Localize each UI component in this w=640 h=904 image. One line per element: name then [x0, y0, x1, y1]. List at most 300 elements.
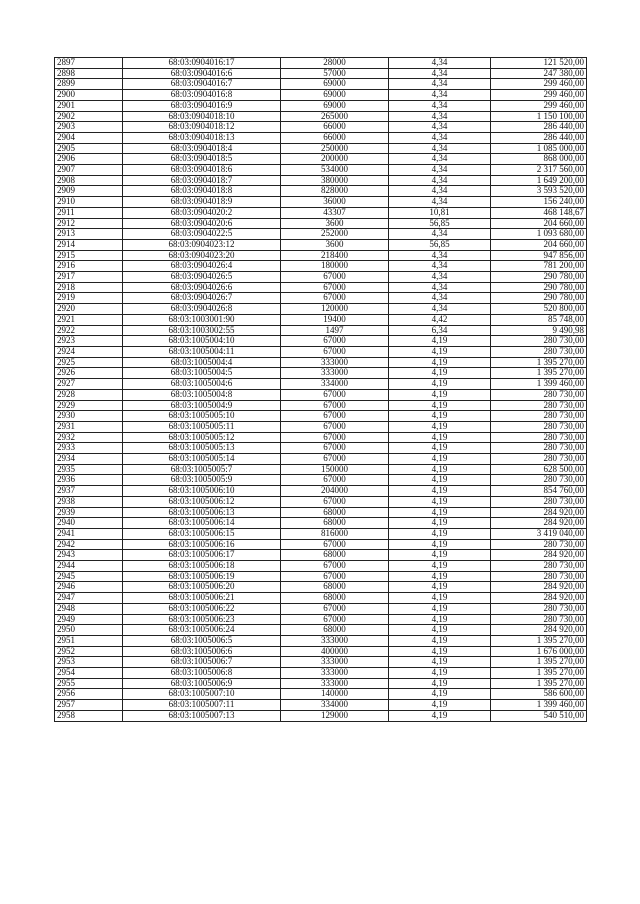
- table-row: [55, 261, 587, 272]
- cadastral-number-cell: 68:03:1005006:14: [123, 518, 281, 529]
- area-cell: 36000: [281, 197, 389, 208]
- rate-cell: 4,19: [389, 550, 491, 561]
- row-number-cell: 2911: [55, 207, 123, 218]
- cadastral-number-cell: 68:03:1005006:19: [123, 571, 281, 582]
- cadastral-number-cell: 68:03:1005006:18: [123, 561, 281, 572]
- area-cell: 67000: [281, 421, 389, 432]
- cadastral-number-cell: 68:03:1005007:11: [123, 700, 281, 711]
- table-row: [55, 486, 587, 497]
- rate-cell: 4,19: [389, 571, 491, 582]
- rate-cell: 4,19: [389, 357, 491, 368]
- row-number-cell: 2904: [55, 132, 123, 143]
- row-number-cell: 2942: [55, 539, 123, 550]
- area-cell: 200000: [281, 154, 389, 165]
- cadastral-number-cell: 68:03:0904018:8: [123, 186, 281, 197]
- rate-cell: 4,34: [389, 111, 491, 122]
- area-cell: 67000: [281, 539, 389, 550]
- cadastral-number-cell: 68:03:0904018:6: [123, 165, 281, 176]
- table-row: [55, 443, 587, 454]
- value-cell: 468 148,67: [491, 207, 587, 218]
- rate-cell: 4,19: [389, 346, 491, 357]
- rate-cell: 4,34: [389, 229, 491, 240]
- row-number-cell: 2940: [55, 518, 123, 529]
- table-row: [55, 79, 587, 90]
- row-number-cell: 2897: [55, 58, 123, 69]
- table-row: [55, 635, 587, 646]
- row-number-cell: 2928: [55, 389, 123, 400]
- table-row: [55, 239, 587, 250]
- area-cell: 67000: [281, 389, 389, 400]
- rate-cell: 4,19: [389, 646, 491, 657]
- value-cell: 299 460,00: [491, 79, 587, 90]
- table-row: [55, 282, 587, 293]
- table-row: [55, 304, 587, 315]
- table-row: [55, 518, 587, 529]
- table-row: [55, 346, 587, 357]
- value-cell: 280 730,00: [491, 389, 587, 400]
- value-cell: 156 240,00: [491, 197, 587, 208]
- row-number-cell: 2938: [55, 496, 123, 507]
- cadastral-number-cell: 68:03:0904026:8: [123, 304, 281, 315]
- row-number-cell: 2907: [55, 165, 123, 176]
- area-cell: 28000: [281, 58, 389, 69]
- row-number-cell: 2941: [55, 528, 123, 539]
- cadastral-number-cell: 68:03:0904020:2: [123, 207, 281, 218]
- value-cell: 280 730,00: [491, 443, 587, 454]
- table-row: [55, 314, 587, 325]
- cadastral-value-table: [54, 57, 587, 722]
- row-number-cell: 2949: [55, 614, 123, 625]
- rate-cell: 4,34: [389, 250, 491, 261]
- row-number-cell: 2920: [55, 304, 123, 315]
- row-number-cell: 2936: [55, 475, 123, 486]
- area-cell: 334000: [281, 379, 389, 390]
- row-number-cell: 2898: [55, 68, 123, 79]
- value-cell: 280 730,00: [491, 454, 587, 465]
- row-number-cell: 2948: [55, 603, 123, 614]
- row-number-cell: 2903: [55, 122, 123, 133]
- value-cell: 286 440,00: [491, 132, 587, 143]
- rate-cell: 56,85: [389, 218, 491, 229]
- table-row: [55, 571, 587, 582]
- table-row: [55, 122, 587, 133]
- table-row: [55, 400, 587, 411]
- area-cell: 43307: [281, 207, 389, 218]
- row-number-cell: 2950: [55, 625, 123, 636]
- row-number-cell: 2945: [55, 571, 123, 582]
- value-cell: 280 730,00: [491, 432, 587, 443]
- row-number-cell: 2910: [55, 197, 123, 208]
- value-cell: 290 780,00: [491, 293, 587, 304]
- value-cell: 204 660,00: [491, 218, 587, 229]
- rate-cell: 4,34: [389, 143, 491, 154]
- row-number-cell: 2908: [55, 175, 123, 186]
- table-row: [55, 379, 587, 390]
- area-cell: 333000: [281, 668, 389, 679]
- cadastral-number-cell: 68:03:0904018:10: [123, 111, 281, 122]
- area-cell: 68000: [281, 507, 389, 518]
- value-cell: 1 085 000,00: [491, 143, 587, 154]
- table-row: [55, 657, 587, 668]
- rate-cell: 4,34: [389, 165, 491, 176]
- rate-cell: 4,19: [389, 368, 491, 379]
- cadastral-number-cell: 68:03:1005004:4: [123, 357, 281, 368]
- area-cell: 120000: [281, 304, 389, 315]
- table-row: [55, 132, 587, 143]
- row-number-cell: 2931: [55, 421, 123, 432]
- cadastral-number-cell: 68:03:1005004:9: [123, 400, 281, 411]
- table-row: [55, 58, 587, 69]
- row-number-cell: 2953: [55, 657, 123, 668]
- cadastral-number-cell: 68:03:0904016:17: [123, 58, 281, 69]
- area-cell: 67000: [281, 293, 389, 304]
- cadastral-number-cell: 68:03:1005006:8: [123, 668, 281, 679]
- row-number-cell: 2934: [55, 454, 123, 465]
- value-cell: 284 920,00: [491, 507, 587, 518]
- rate-cell: 4,34: [389, 68, 491, 79]
- area-cell: 67000: [281, 346, 389, 357]
- rate-cell: 4,19: [389, 443, 491, 454]
- cadastral-number-cell: 68:03:1005006:17: [123, 550, 281, 561]
- row-number-cell: 2932: [55, 432, 123, 443]
- rate-cell: 4,34: [389, 272, 491, 283]
- value-cell: 947 856,00: [491, 250, 587, 261]
- rate-cell: 4,19: [389, 421, 491, 432]
- value-cell: 1 093 680,00: [491, 229, 587, 240]
- cadastral-number-cell: 68:03:1005006:15: [123, 528, 281, 539]
- value-cell: 280 730,00: [491, 411, 587, 422]
- cadastral-number-cell: 68:03:0904018:9: [123, 197, 281, 208]
- cadastral-number-cell: 68:03:0904026:4: [123, 261, 281, 272]
- rate-cell: 4,19: [389, 507, 491, 518]
- value-cell: 299 460,00: [491, 90, 587, 101]
- value-cell: 247 380,00: [491, 68, 587, 79]
- area-cell: 67000: [281, 336, 389, 347]
- area-cell: 67000: [281, 454, 389, 465]
- table-row: [55, 454, 587, 465]
- table-row: [55, 507, 587, 518]
- rate-cell: 4,19: [389, 614, 491, 625]
- table-row: [55, 111, 587, 122]
- area-cell: 333000: [281, 678, 389, 689]
- cadastral-number-cell: 68:03:0904018:4: [123, 143, 281, 154]
- cadastral-number-cell: 68:03:1005005:12: [123, 432, 281, 443]
- cadastral-number-cell: 68:03:0904016:8: [123, 90, 281, 101]
- row-number-cell: 2943: [55, 550, 123, 561]
- row-number-cell: 2909: [55, 186, 123, 197]
- rate-cell: 4,19: [389, 593, 491, 604]
- cadastral-number-cell: 68:03:1005005:7: [123, 464, 281, 475]
- area-cell: 67000: [281, 282, 389, 293]
- row-number-cell: 2926: [55, 368, 123, 379]
- cadastral-number-cell: 68:03:0904026:6: [123, 282, 281, 293]
- rate-cell: 4,34: [389, 175, 491, 186]
- row-number-cell: 2937: [55, 486, 123, 497]
- cadastral-number-cell: 68:03:1005006:10: [123, 486, 281, 497]
- value-cell: 204 660,00: [491, 239, 587, 250]
- row-number-cell: 2917: [55, 272, 123, 283]
- rate-cell: 4,19: [389, 528, 491, 539]
- table-row: [55, 90, 587, 101]
- rate-cell: 4,19: [389, 668, 491, 679]
- rate-cell: 4,34: [389, 197, 491, 208]
- row-number-cell: 2899: [55, 79, 123, 90]
- area-cell: 67000: [281, 443, 389, 454]
- table-row: [55, 357, 587, 368]
- row-number-cell: 2924: [55, 346, 123, 357]
- area-cell: 66000: [281, 122, 389, 133]
- table-row: [55, 539, 587, 550]
- rate-cell: 4,19: [389, 411, 491, 422]
- row-number-cell: 2958: [55, 710, 123, 721]
- cadastral-number-cell: 68:03:1005005:9: [123, 475, 281, 486]
- row-number-cell: 2935: [55, 464, 123, 475]
- row-number-cell: 2954: [55, 668, 123, 679]
- cadastral-number-cell: 68:03:0904026:5: [123, 272, 281, 283]
- row-number-cell: 2933: [55, 443, 123, 454]
- cadastral-number-cell: 68:03:0904023:20: [123, 250, 281, 261]
- table-row: [55, 325, 587, 336]
- value-cell: 1 395 270,00: [491, 678, 587, 689]
- cadastral-number-cell: 68:03:1005005:13: [123, 443, 281, 454]
- cadastral-number-cell: 68:03:0904018:5: [123, 154, 281, 165]
- cadastral-number-cell: 68:03:1005004:11: [123, 346, 281, 357]
- row-number-cell: 2944: [55, 561, 123, 572]
- cadastral-number-cell: 68:03:0904023:12: [123, 239, 281, 250]
- cadastral-number-cell: 68:03:1005006:24: [123, 625, 281, 636]
- row-number-cell: 2922: [55, 325, 123, 336]
- rate-cell: 56,85: [389, 239, 491, 250]
- value-cell: 280 730,00: [491, 496, 587, 507]
- value-cell: 1 395 270,00: [491, 357, 587, 368]
- cadastral-number-cell: 68:03:0904022:5: [123, 229, 281, 240]
- table-row: [55, 614, 587, 625]
- table-row: [55, 218, 587, 229]
- area-cell: 69000: [281, 90, 389, 101]
- cadastral-number-cell: 68:03:1005007:13: [123, 710, 281, 721]
- area-cell: 68000: [281, 625, 389, 636]
- table-row: [55, 229, 587, 240]
- row-number-cell: 2915: [55, 250, 123, 261]
- area-cell: 180000: [281, 261, 389, 272]
- rate-cell: 4,19: [389, 518, 491, 529]
- row-number-cell: 2947: [55, 593, 123, 604]
- value-cell: 1 395 270,00: [491, 635, 587, 646]
- area-cell: 129000: [281, 710, 389, 721]
- area-cell: 3600: [281, 218, 389, 229]
- row-number-cell: 2919: [55, 293, 123, 304]
- rate-cell: 4,34: [389, 122, 491, 133]
- table-row: [55, 700, 587, 711]
- value-cell: 868 000,00: [491, 154, 587, 165]
- rate-cell: 4,19: [389, 336, 491, 347]
- table-row: [55, 646, 587, 657]
- cadastral-number-cell: 68:03:1005006:21: [123, 593, 281, 604]
- table-row: [55, 100, 587, 111]
- row-number-cell: 2946: [55, 582, 123, 593]
- area-cell: 380000: [281, 175, 389, 186]
- rate-cell: 4,34: [389, 293, 491, 304]
- cadastral-number-cell: 68:03:1005006:7: [123, 657, 281, 668]
- cadastral-number-cell: 68:03:1005006:6: [123, 646, 281, 657]
- area-cell: 334000: [281, 700, 389, 711]
- table-row: [55, 250, 587, 261]
- value-cell: 1 395 270,00: [491, 368, 587, 379]
- area-cell: 67000: [281, 475, 389, 486]
- value-cell: 280 730,00: [491, 400, 587, 411]
- rate-cell: 4,34: [389, 304, 491, 315]
- value-cell: 2 317 560,00: [491, 165, 587, 176]
- table-row: [55, 68, 587, 79]
- area-cell: 67000: [281, 432, 389, 443]
- area-cell: 333000: [281, 357, 389, 368]
- value-cell: 290 780,00: [491, 272, 587, 283]
- table-row: [55, 464, 587, 475]
- area-cell: 400000: [281, 646, 389, 657]
- table-row: [55, 625, 587, 636]
- value-cell: 280 730,00: [491, 539, 587, 550]
- table-row: [55, 272, 587, 283]
- cadastral-number-cell: 68:03:0904020:6: [123, 218, 281, 229]
- value-cell: 284 920,00: [491, 582, 587, 593]
- rate-cell: 4,19: [389, 710, 491, 721]
- cadastral-number-cell: 68:03:1005006:22: [123, 603, 281, 614]
- value-cell: 280 730,00: [491, 571, 587, 582]
- value-cell: 520 800,00: [491, 304, 587, 315]
- rate-cell: 4,19: [389, 625, 491, 636]
- value-cell: 1 399 460,00: [491, 700, 587, 711]
- rate-cell: 4,19: [389, 657, 491, 668]
- value-cell: 628 500,00: [491, 464, 587, 475]
- area-cell: 265000: [281, 111, 389, 122]
- area-cell: 67000: [281, 411, 389, 422]
- area-cell: 252000: [281, 229, 389, 240]
- row-number-cell: 2951: [55, 635, 123, 646]
- rate-cell: 4,19: [389, 496, 491, 507]
- row-number-cell: 2939: [55, 507, 123, 518]
- rate-cell: 4,19: [389, 432, 491, 443]
- area-cell: 67000: [281, 561, 389, 572]
- area-cell: 67000: [281, 603, 389, 614]
- row-number-cell: 2925: [55, 357, 123, 368]
- rate-cell: 4,19: [389, 539, 491, 550]
- cadastral-number-cell: 68:03:1005004:8: [123, 389, 281, 400]
- table-row: [55, 475, 587, 486]
- rate-cell: 4,19: [389, 700, 491, 711]
- area-cell: 68000: [281, 550, 389, 561]
- cadastral-number-cell: 68:03:1005004:5: [123, 368, 281, 379]
- table-row: [55, 668, 587, 679]
- row-number-cell: 2929: [55, 400, 123, 411]
- area-cell: 68000: [281, 518, 389, 529]
- value-cell: 854 760,00: [491, 486, 587, 497]
- area-cell: 140000: [281, 689, 389, 700]
- rate-cell: 4,42: [389, 314, 491, 325]
- area-cell: 68000: [281, 593, 389, 604]
- table-row: [55, 293, 587, 304]
- table-body: [55, 58, 587, 722]
- area-cell: 67000: [281, 496, 389, 507]
- rate-cell: 4,19: [389, 400, 491, 411]
- value-cell: 9 490,98: [491, 325, 587, 336]
- cadastral-number-cell: 68:03:1005006:23: [123, 614, 281, 625]
- value-cell: 1 676 000,00: [491, 646, 587, 657]
- table-row: [55, 496, 587, 507]
- table-row: [55, 710, 587, 721]
- rate-cell: 6,34: [389, 325, 491, 336]
- value-cell: 280 730,00: [491, 336, 587, 347]
- table-row: [55, 165, 587, 176]
- value-cell: 286 440,00: [491, 122, 587, 133]
- cadastral-number-cell: 68:03:1003001:90: [123, 314, 281, 325]
- table-row: [55, 207, 587, 218]
- row-number-cell: 2918: [55, 282, 123, 293]
- cadastral-number-cell: 68:03:1005006:13: [123, 507, 281, 518]
- table-row: [55, 186, 587, 197]
- row-number-cell: 2916: [55, 261, 123, 272]
- rate-cell: 4,19: [389, 603, 491, 614]
- rate-cell: 4,19: [389, 464, 491, 475]
- rate-cell: 4,34: [389, 132, 491, 143]
- value-cell: 280 730,00: [491, 561, 587, 572]
- area-cell: 333000: [281, 635, 389, 646]
- area-cell: 67000: [281, 272, 389, 283]
- area-cell: 150000: [281, 464, 389, 475]
- row-number-cell: 2900: [55, 90, 123, 101]
- rate-cell: 4,34: [389, 154, 491, 165]
- row-number-cell: 2906: [55, 154, 123, 165]
- area-cell: 250000: [281, 143, 389, 154]
- cadastral-number-cell: 68:03:1005006:9: [123, 678, 281, 689]
- table-row: [55, 421, 587, 432]
- area-cell: 1497: [281, 325, 389, 336]
- area-cell: 828000: [281, 186, 389, 197]
- table-row: [55, 336, 587, 347]
- cadastral-number-cell: 68:03:1005004:6: [123, 379, 281, 390]
- cadastral-number-cell: 68:03:1005007:10: [123, 689, 281, 700]
- rate-cell: 4,19: [389, 454, 491, 465]
- row-number-cell: 2923: [55, 336, 123, 347]
- cadastral-number-cell: 68:03:0904026:7: [123, 293, 281, 304]
- row-number-cell: 2927: [55, 379, 123, 390]
- rate-cell: 4,19: [389, 486, 491, 497]
- cadastral-number-cell: 68:03:1005005:14: [123, 454, 281, 465]
- cadastral-number-cell: 68:03:1005005:11: [123, 421, 281, 432]
- value-cell: 284 920,00: [491, 593, 587, 604]
- value-cell: 1 395 270,00: [491, 668, 587, 679]
- rate-cell: 4,19: [389, 389, 491, 400]
- row-number-cell: 2913: [55, 229, 123, 240]
- table-row: [55, 593, 587, 604]
- rate-cell: 4,19: [389, 582, 491, 593]
- table-row: [55, 432, 587, 443]
- cadastral-number-cell: 68:03:0904016:7: [123, 79, 281, 90]
- cadastral-number-cell: 68:03:1005006:5: [123, 635, 281, 646]
- area-cell: 333000: [281, 368, 389, 379]
- rate-cell: 10,81: [389, 207, 491, 218]
- area-cell: 67000: [281, 571, 389, 582]
- rate-cell: 4,34: [389, 186, 491, 197]
- area-cell: 333000: [281, 657, 389, 668]
- table-row: [55, 678, 587, 689]
- rate-cell: 4,34: [389, 90, 491, 101]
- rate-cell: 4,19: [389, 379, 491, 390]
- area-cell: 57000: [281, 68, 389, 79]
- rate-cell: 4,34: [389, 100, 491, 111]
- value-cell: 1 399 460,00: [491, 379, 587, 390]
- rate-cell: 4,19: [389, 678, 491, 689]
- area-cell: 204000: [281, 486, 389, 497]
